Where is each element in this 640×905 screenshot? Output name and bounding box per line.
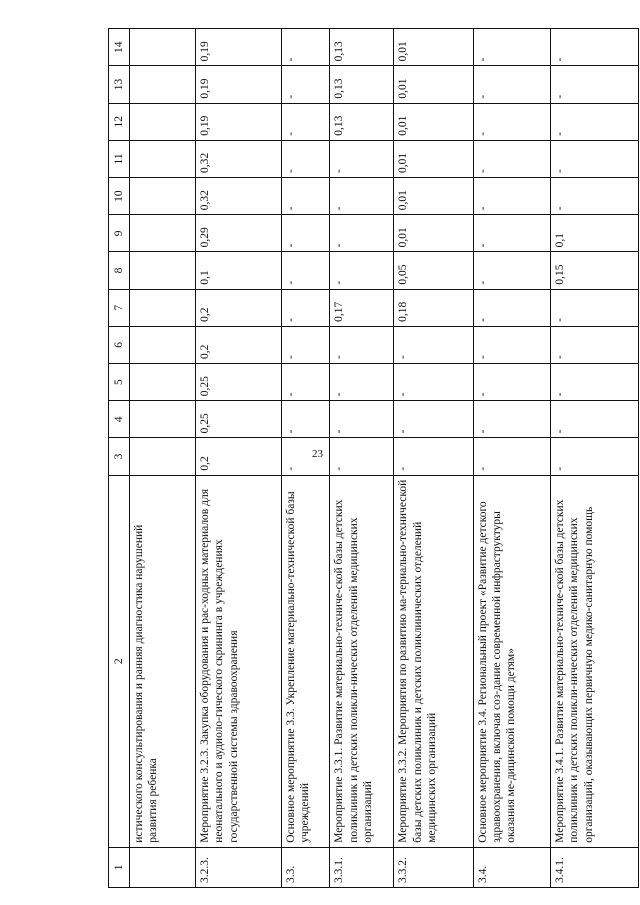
value-cell: 0,05 (394, 252, 473, 289)
value-cell: - (330, 364, 394, 401)
value-cell: 0,1 (550, 215, 638, 252)
value-cell: - (473, 438, 550, 475)
value-cell: 0,18 (394, 289, 473, 326)
value-cell: - (394, 326, 473, 363)
column-header: 5 (109, 364, 130, 401)
value-cell (130, 438, 196, 475)
rotated-table-wrapper (108, 28, 639, 888)
column-header: 8 (109, 252, 130, 289)
page-number: 23 (312, 448, 323, 460)
row-number: 3.3. (282, 847, 330, 887)
value-cell: - (473, 289, 550, 326)
table-body (130, 29, 639, 888)
column-header: 13 (109, 66, 130, 103)
value-cell: - (330, 326, 394, 363)
value-cell: 0,01 (394, 66, 473, 103)
value-cell: - (282, 178, 330, 215)
row-description: Мероприятие 3.3.1. Развитие материально-техниче-ской базы детских поликлиник и детских поликли-нических отделений медицинских организаций (330, 475, 394, 847)
value-cell: 0,25 (196, 401, 282, 438)
value-cell: - (473, 252, 550, 289)
column-header: 12 (109, 103, 130, 140)
value-cell: - (473, 140, 550, 177)
value-cell: - (282, 103, 330, 140)
value-cell: - (330, 140, 394, 177)
row-description: Мероприятие 3.4.1. Развитие материально-техниче-ской базы детских поликлиник и детских поликли-нических отделений медицинских организаций, оказывающих первичную медико-санитарную помощь (550, 475, 638, 847)
value-cell: - (330, 438, 394, 475)
value-cell: - (282, 66, 330, 103)
value-cell: - (473, 401, 550, 438)
value-cell: 0,32 (196, 178, 282, 215)
value-cell: - (473, 364, 550, 401)
value-cell: - (550, 66, 638, 103)
value-cell: - (282, 326, 330, 363)
column-header: 6 (109, 326, 130, 363)
value-cell: 0,32 (196, 140, 282, 177)
table-row (196, 29, 282, 888)
row-description: Мероприятие 3.2.3. Закупка оборудования и рас-ходных материалов для неонатального и аудиоло-гического скрининга в учреждениях государственной системы здравоохранения (196, 475, 282, 847)
row-description: Основное мероприятие 3.3. Укрепление материально-технической базы учреждений (282, 475, 330, 847)
value-cell: - (282, 29, 330, 66)
value-cell: 0,17 (330, 289, 394, 326)
value-cell: 0,19 (196, 103, 282, 140)
value-cell: 0,01 (394, 140, 473, 177)
value-cell (130, 103, 196, 140)
row-number: 3.2.3. (196, 847, 282, 887)
value-cell: - (550, 364, 638, 401)
column-header: 9 (109, 215, 130, 252)
table-row (130, 29, 196, 888)
value-cell: - (473, 215, 550, 252)
value-cell: 0,29 (196, 215, 282, 252)
value-cell: - (282, 438, 330, 475)
value-cell: 0,01 (394, 178, 473, 215)
value-cell: 0,13 (330, 29, 394, 66)
value-cell: 0,2 (196, 289, 282, 326)
value-cell: - (550, 103, 638, 140)
value-cell (130, 401, 196, 438)
value-cell: 0,19 (196, 29, 282, 66)
table-row (394, 29, 473, 888)
value-cell: - (282, 364, 330, 401)
value-cell: 0,01 (394, 29, 473, 66)
value-cell: - (330, 178, 394, 215)
value-cell: - (473, 326, 550, 363)
row-description: истического консультирования и ранняя диагностика нарушений развития ребенка (130, 475, 196, 847)
row-number (130, 847, 196, 887)
value-cell: - (282, 215, 330, 252)
value-cell (130, 326, 196, 363)
row-number: 3.4.1. (550, 847, 638, 887)
value-cell (130, 66, 196, 103)
value-cell: 0,01 (394, 103, 473, 140)
value-cell (130, 289, 196, 326)
value-cell: 0,1 (196, 252, 282, 289)
column-header: 14 (109, 29, 130, 66)
row-number: 3.4. (473, 847, 550, 887)
value-cell: 0,2 (196, 438, 282, 475)
column-header: 7 (109, 289, 130, 326)
value-cell: - (394, 401, 473, 438)
value-cell: - (473, 29, 550, 66)
value-cell (130, 29, 196, 66)
value-cell: - (473, 103, 550, 140)
value-cell: 0,13 (330, 103, 394, 140)
table-header-row (109, 29, 130, 888)
column-header: 2 (109, 475, 130, 847)
row-description: Основное мероприятие 3.4. Региональный проект «Развитие детского здравоохранения, включая соз-дание современной инфраструктуры оказания ме-дицинской помощи детям» (473, 475, 550, 847)
value-cell: - (330, 215, 394, 252)
column-header: 4 (109, 401, 130, 438)
value-cell: - (394, 438, 473, 475)
table-row (473, 29, 550, 888)
value-cell: - (550, 438, 638, 475)
column-header: 11 (109, 140, 130, 177)
value-cell: - (473, 178, 550, 215)
value-cell: 0,15 (550, 252, 638, 289)
value-cell: 0,13 (330, 66, 394, 103)
column-header: 1 (109, 847, 130, 887)
value-cell (130, 252, 196, 289)
value-cell (130, 364, 196, 401)
value-cell: - (550, 29, 638, 66)
value-cell: - (550, 326, 638, 363)
value-cell: - (550, 140, 638, 177)
rotated-table-inner (108, 28, 639, 888)
table-row (550, 29, 638, 888)
value-cell: - (282, 289, 330, 326)
value-cell: - (550, 178, 638, 215)
value-cell: - (282, 401, 330, 438)
value-cell: 0,25 (196, 364, 282, 401)
row-description: Мероприятие 3.3.2. Мероприятия по развитию ма-териально-технической базы детских поликлиник и детских поликлинических отделений медицинских организаций (394, 475, 473, 847)
value-cell: - (330, 401, 394, 438)
value-cell: - (282, 140, 330, 177)
value-cell: - (394, 364, 473, 401)
value-cell: - (282, 252, 330, 289)
value-cell: - (550, 289, 638, 326)
value-cell: - (550, 401, 638, 438)
value-cell (130, 215, 196, 252)
column-header: 10 (109, 178, 130, 215)
column-header: 3 (109, 438, 130, 475)
table-row (330, 29, 394, 888)
value-cell: 0,19 (196, 66, 282, 103)
table-row (282, 29, 330, 888)
row-number: 3.3.1. (330, 847, 394, 887)
value-cell (130, 140, 196, 177)
measures-table (108, 28, 639, 888)
value-cell: 0,2 (196, 326, 282, 363)
value-cell: - (473, 66, 550, 103)
value-cell: 0,01 (394, 215, 473, 252)
value-cell: - (330, 252, 394, 289)
value-cell (130, 178, 196, 215)
row-number: 3.3.2. (394, 847, 473, 887)
